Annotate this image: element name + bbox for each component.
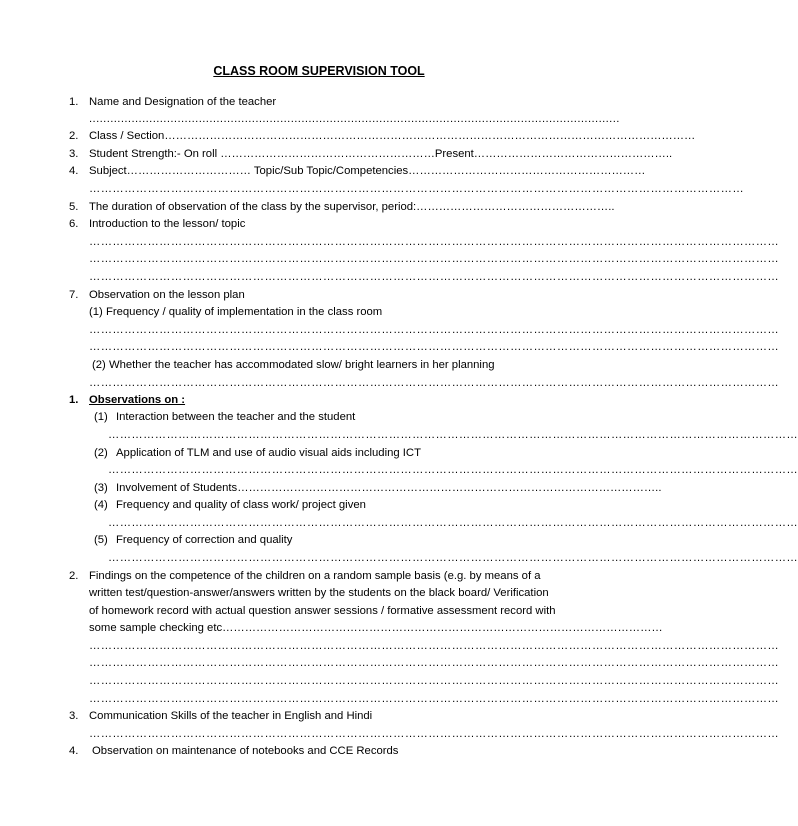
- item-number: 6.: [69, 218, 79, 230]
- section-number: 1.: [69, 394, 79, 406]
- findings-line[interactable]: ……………………………………………………………………………………………………………………………………………………………: [89, 640, 780, 652]
- introduction-line[interactable]: ……………………………………………………………………………………………………………………………………………………………: [89, 271, 780, 283]
- notebooks-cce-label: Observation on maintenance of notebooks and CCE Records: [92, 745, 399, 757]
- sub-item-number: (3): [94, 482, 108, 494]
- subject-topic-field[interactable]: Subject…………………………… Topic/Sub Topic/Competencies………………………………………………………: [89, 165, 646, 177]
- findings-line[interactable]: ……………………………………………………………………………………………………………………………………………………………: [89, 657, 780, 669]
- observation-duration-field[interactable]: The duration of observation of the class by the supervisor, period:……………………………………………..: [89, 201, 615, 213]
- item-number: 1.: [69, 96, 79, 108]
- item-number: 4.: [69, 165, 79, 177]
- student-strength-field[interactable]: Student Strength:- On roll …………………………………………………Present……………………………………………..: [89, 148, 673, 160]
- lesson-plan-frequency-line[interactable]: ……………………………………………………………………………………………………………………………………………………………: [89, 324, 780, 336]
- tlm-line[interactable]: ……………………………………………………………………………………………………………………………………………………………: [108, 464, 798, 476]
- item-number: 7.: [69, 289, 79, 301]
- introduction-label: Introduction to the lesson/ topic: [89, 218, 246, 230]
- lesson-plan-frequency-line[interactable]: ……………………………………………………………………………………………………………………………………………………………: [89, 341, 780, 353]
- sub-item-number: (5): [94, 534, 108, 546]
- introduction-line[interactable]: ……………………………………………………………………………………………………………………………………………………………: [89, 253, 780, 265]
- sub-item-number: (2): [94, 447, 108, 459]
- findings-line[interactable]: ……………………………………………………………………………………………………………………………………………………………: [89, 693, 780, 705]
- item-number: 3.: [69, 148, 79, 160]
- correction-line[interactable]: ……………………………………………………………………………………………………………………………………………………………: [108, 552, 798, 564]
- class-section-field[interactable]: Class / Section……………………………………………………………………………………………………………………………: [89, 130, 696, 142]
- correction-label: Frequency of correction and quality: [116, 534, 293, 546]
- student-involvement-field[interactable]: Involvement of Students…………………………………………………………………………………………………..: [116, 482, 662, 494]
- item-number: 4.: [69, 745, 79, 757]
- observations-heading: Observations on :: [89, 394, 186, 406]
- teacher-name-label: Name and Designation of the teacher: [89, 96, 277, 108]
- lesson-plan-learners-label: (2) Whether the teacher has accommodated slow/ bright learners in her planning: [92, 359, 495, 371]
- interaction-line[interactable]: ……………………………………………………………………………………………………………………………………………………………: [108, 429, 798, 441]
- findings-text: written test/question-answer/answers written by the students on the black board/ Verification: [89, 587, 549, 599]
- item-number: 3.: [69, 710, 79, 722]
- lesson-plan-label: Observation on the lesson plan: [89, 289, 245, 301]
- communication-skills-line[interactable]: ……………………………………………………………………………………………………………………………………………………………: [89, 728, 780, 740]
- teacher-name-field[interactable]: ......................................................................................................................................................: [89, 113, 620, 125]
- class-work-line[interactable]: ……………………………………………………………………………………………………………………………………………………………: [108, 517, 798, 529]
- lesson-plan-learners-line[interactable]: ……………………………………………………………………………………………………………………………………………………………: [89, 377, 780, 389]
- item-number: 2.: [69, 570, 79, 582]
- introduction-line[interactable]: ……………………………………………………………………………………………………………………………………………………………: [89, 236, 780, 248]
- findings-field[interactable]: some sample checking etc………………………………………………………………………………………………………: [89, 622, 663, 634]
- item-number: 5.: [69, 201, 79, 213]
- interaction-label: Interaction between the teacher and the student: [116, 411, 356, 423]
- page-title: CLASS ROOM SUPERVISION TOOL: [213, 64, 425, 78]
- tlm-label: Application of TLM and use of audio visual aids including ICT: [116, 447, 421, 459]
- item-number: 2.: [69, 130, 79, 142]
- subject-topic-continuation[interactable]: ……………………………………………………………………………………………………………………………………………………: [89, 183, 745, 195]
- findings-text: of homework record with actual question answer sessions / formative assessment record with: [89, 605, 556, 617]
- class-work-label: Frequency and quality of class work/ project given: [116, 499, 366, 511]
- lesson-plan-frequency-label: (1) Frequency / quality of implementation in the class room: [89, 306, 383, 318]
- communication-skills-label: Communication Skills of the teacher in English and Hindi: [89, 710, 373, 722]
- findings-line[interactable]: ……………………………………………………………………………………………………………………………………………………………: [89, 675, 780, 687]
- sub-item-number: (1): [94, 411, 108, 423]
- sub-item-number: (4): [94, 499, 108, 511]
- findings-text: Findings on the competence of the children on a random sample basis (e.g. by means of a: [89, 570, 541, 582]
